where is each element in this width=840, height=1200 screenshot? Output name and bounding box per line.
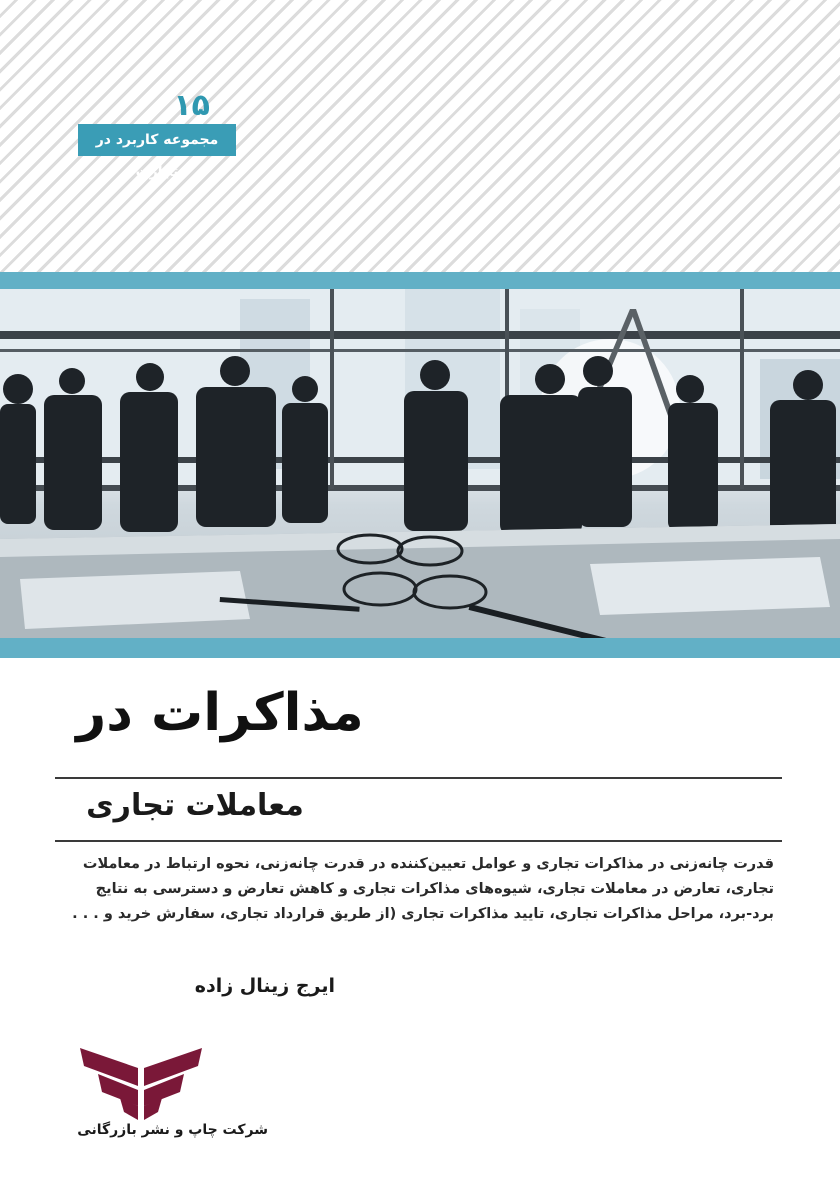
description-line: قدرت چانه‌زنی در مذاکرات تجاری و عوامل تعیین‌کننده در قدرت چانه‌زنی، نحوه ارتباط در معاملات (82, 856, 774, 872)
series-badge (78, 88, 236, 180)
title-divider-top (55, 777, 782, 779)
title-divider-bottom (55, 840, 782, 842)
series-number: ۱۵ (173, 88, 210, 123)
publisher-name: شرکت چاپ و نشر بازرگانی (77, 1122, 268, 1138)
publisher-logo-icon (80, 1040, 202, 1120)
cover-photo (0, 289, 840, 638)
accent-band-bottom (0, 638, 840, 658)
author-name: ایرج زینال زاده (194, 975, 335, 997)
series-name: مجموعه کاربرد در تجارت (78, 124, 236, 156)
accent-band-top (0, 272, 840, 289)
book-subtitle: معاملات تجاری (86, 788, 304, 823)
book-title: مذاکرات در (76, 683, 364, 743)
description-line: برد-برد، مراحل مذاکرات تجاری، تایید مذاکرات تجاری (از طریق قرارداد تجاری، سفارش خرید و . . . (72, 906, 774, 922)
description-line: تجاری، تعارض در معاملات تجاری، شیوه‌های مذاکرات تجاری و کاهش تعارض و دسترسی به نتایج (95, 881, 774, 897)
book-description (62, 852, 774, 927)
